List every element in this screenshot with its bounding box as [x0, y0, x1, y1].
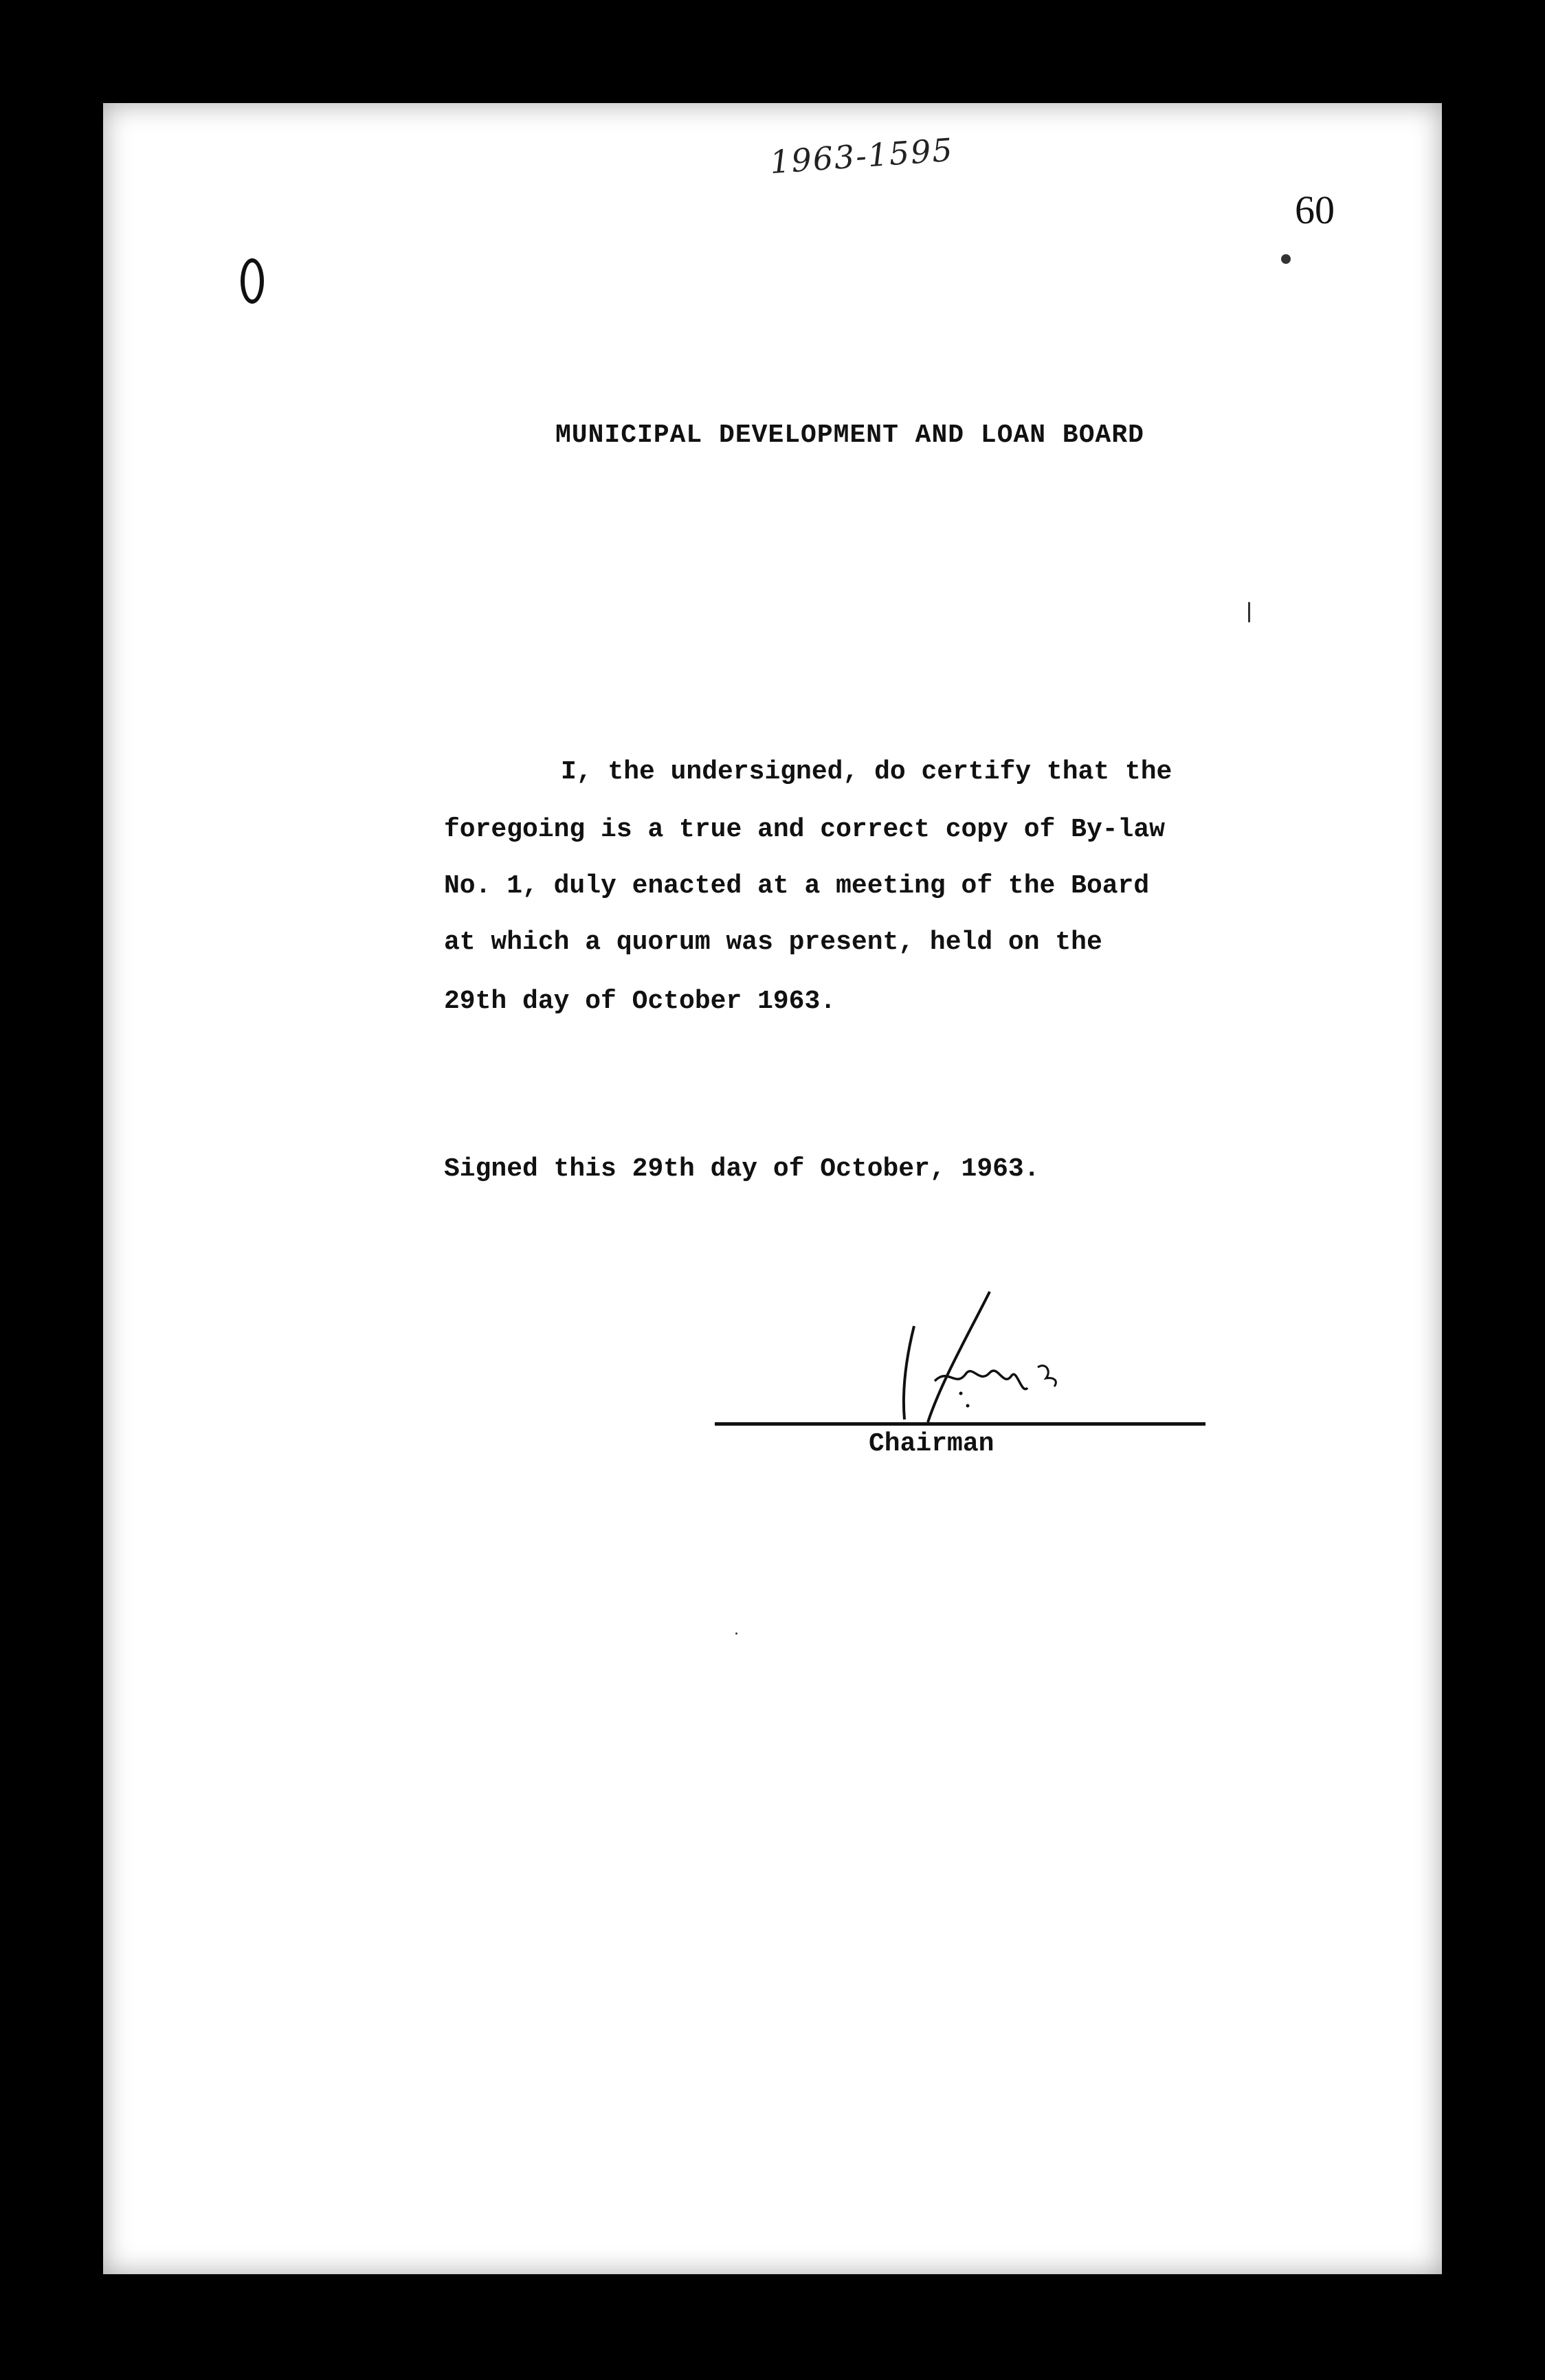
- signed-statement: Signed this 29th day of October, 1963.: [444, 1154, 1040, 1184]
- scan-speck: [1248, 602, 1250, 622]
- signature-label: Chairman: [869, 1429, 994, 1459]
- punch-hole-icon: [241, 258, 264, 304]
- signature-line: [715, 1422, 1205, 1426]
- certification-line: 29th day of October 1963.: [444, 987, 836, 1016]
- certification-line: foregoing is a true and correct copy of By-law: [444, 815, 1165, 844]
- scan-speck: [1281, 254, 1291, 264]
- certification-line: at which a quorum was present, held on the: [444, 928, 1102, 957]
- document-title: MUNICIPAL DEVELOPMENT AND LOAN BOARD: [555, 420, 1144, 450]
- certification-line: No. 1, duly enacted at a meeting of the Board: [444, 871, 1150, 901]
- page-number: 60: [1295, 188, 1335, 232]
- handwritten-reference: 1963-1595: [768, 131, 955, 181]
- certification-line: I, the undersigned, do certify that the: [561, 757, 1172, 787]
- scan-speck: [735, 1632, 737, 1635]
- handwritten-signature: [887, 1285, 1079, 1422]
